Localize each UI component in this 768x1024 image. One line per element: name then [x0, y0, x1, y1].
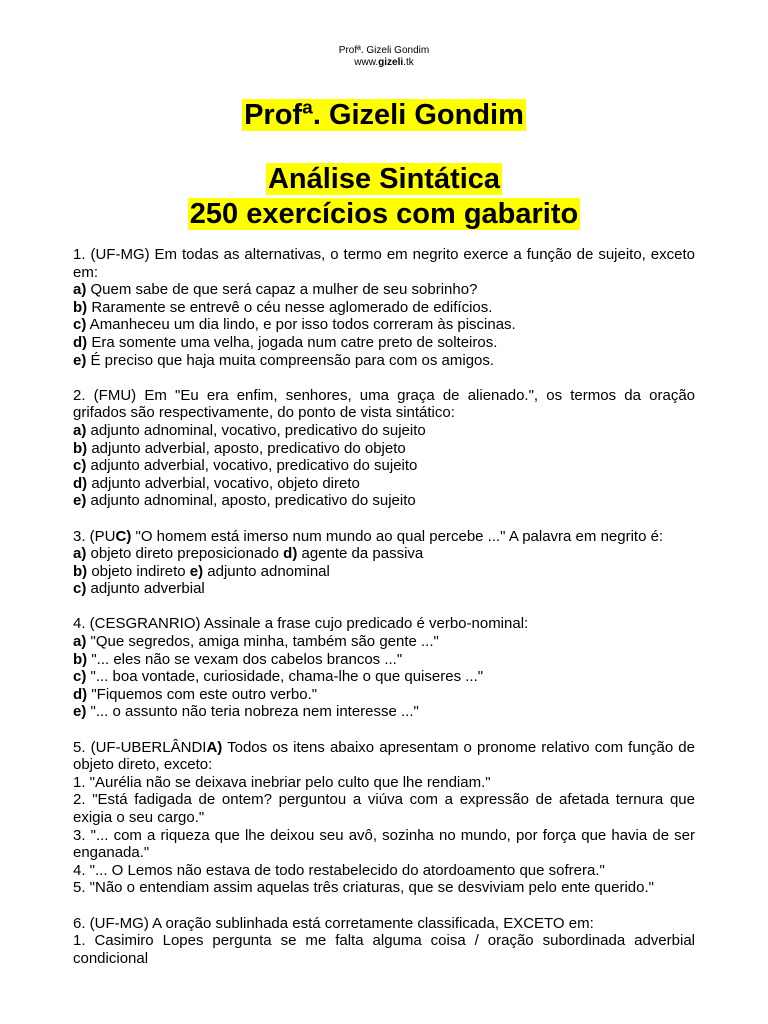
document-subtitle: 250 exercícios com gabarito — [189, 198, 579, 230]
option-c: c) Amanheceu um dia lindo, e por isso todos correram às piscinas. — [73, 316, 516, 334]
option-d: d) adjunto adverbial, vocativo, objeto direto — [73, 474, 360, 492]
option-b: b) adjunto adverbial, aposto, predicativo do objeto — [73, 439, 406, 457]
question-stem: 4. (CESGRANRIO) Assinale a frase cujo predicado é verbo-nominal: — [73, 615, 529, 633]
option-a: a) "Que segredos, amiga minha, também são gente ..." — [73, 633, 439, 651]
option-b: b) "... eles não se vexam dos cabelos brancos ..." — [73, 650, 403, 668]
option-row-a-d: a) objeto direto preposicionado d) agente da passiva — [73, 545, 424, 563]
item-1: 1. Casimiro Lopes pergunta se me falta alguma coisa / oração subordinada adverbial condicional — [73, 932, 695, 967]
header-author: Profª. Gizeli Gondim — [338, 45, 430, 56]
question-1 — [73, 246, 695, 369]
item-3: 3. "... com a riqueza que lhe deixou seu avô, sozinha no mundo, por força que havia de ser enganada." — [73, 826, 695, 862]
option-e: e) adjunto adnominal, aposto, predicativo do sujeito — [73, 492, 416, 510]
option-e: e) "... o assunto não teria nobreza nem interesse ..." — [73, 703, 419, 721]
question-4 — [73, 615, 695, 721]
question-stem: 2. (FMU) Em "Eu era enfim, senhores, uma graça de alienado.", os termos da oração grifados são respectivamente, do ponto de vista sintático: — [73, 386, 695, 422]
question-6 — [73, 915, 695, 968]
item-5: 5. "Não o entendiam assim aquelas três criaturas, que se desviviam pelo ente querido." — [73, 879, 654, 897]
question-stem: 6. (UF-MG) A oração sublinhada está corretamente classificada, EXCETO em: — [73, 914, 594, 932]
document-title: Análise Sintática — [267, 163, 501, 195]
option-row-c: c) adjunto adverbial — [73, 580, 205, 598]
question-5 — [73, 739, 695, 897]
option-b: b) Raramente se entrevê o céu nesse aglomerado de edifícios. — [73, 298, 493, 316]
question-stem: 3. (PUC) "O homem está imerso num mundo ao qual percebe ..." A palavra em negrito é: — [73, 527, 664, 545]
question-3 — [73, 528, 695, 598]
option-c: c) "... boa vontade, curiosidade, chama-lhe o que quiseres ..." — [73, 668, 484, 686]
option-row-b-e: b) objeto indireto e) adjunto adnominal — [73, 562, 330, 580]
header-website: www.gizeli.tk — [354, 57, 414, 68]
option-a: a) Quem sabe de que será capaz a mulher de seu sobrinho? — [73, 281, 478, 299]
option-a: a) adjunto adnominal, vocativo, predicativo do sujeito — [73, 421, 426, 439]
question-list — [73, 246, 695, 967]
author-title: Profª. Gizeli Gondim — [244, 99, 524, 131]
option-e: e) É preciso que haja muita compreensão para com os amigos. — [73, 351, 495, 369]
item-2: 2. "Está fadigada de ontem? perguntou a viúva com a expressão de afetada ternura que exigia o seu cargo." — [73, 791, 695, 826]
option-d: d) Era somente uma velha, jogada num catre preto de solteiros. — [73, 333, 498, 351]
option-c: c) adjunto adverbial, vocativo, predicativo do sujeito — [73, 457, 418, 475]
item-1: 1. "Aurélia não se deixava inebriar pelo culto que lhe rendiam." — [73, 773, 491, 791]
option-d: d) "Fiquemos com este outro verbo." — [73, 685, 318, 703]
question-2 — [73, 387, 695, 510]
question-stem: 1. (UF-MG) Em todas as alternativas, o termo em negrito exerce a função de sujeito, exceto em: — [73, 246, 695, 281]
question-stem: 5. (UF-UBERLÂNDIA) Todos os itens abaixo apresentam o pronome relativo com função de objeto direto, exceto: — [73, 738, 695, 774]
item-4: 4. "... O Lemos não estava de todo restabelecido do atordoamento que sofrera." — [73, 861, 605, 879]
